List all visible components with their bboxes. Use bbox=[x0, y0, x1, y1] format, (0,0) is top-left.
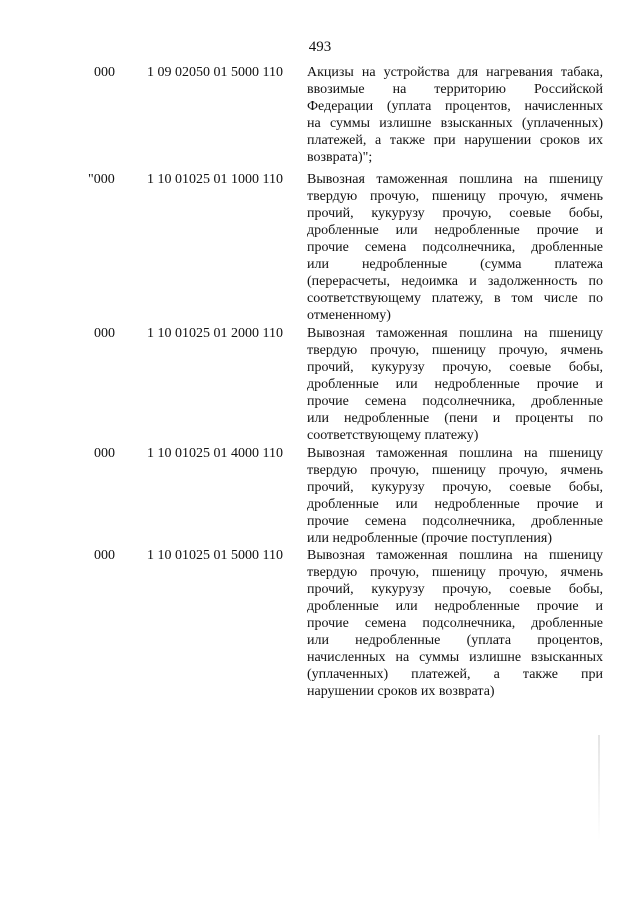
description-line: начисленных на суммы излишне взысканных bbox=[307, 650, 603, 665]
description-line: Вывозная таможенная пошлина на пшеницу bbox=[307, 172, 603, 187]
description-line: прочие семена подсолнечника, дробленные bbox=[307, 514, 603, 529]
description-line: платежей, а также при нарушении сроков их bbox=[307, 133, 603, 148]
admin-code: 000 bbox=[94, 446, 115, 461]
description-line: прочие семена подсолнечника, дробленные bbox=[307, 394, 603, 409]
description-line: на суммы излишне взысканных (уплаченных) bbox=[307, 116, 603, 131]
description-line: Вывозная таможенная пошлина на пшеницу bbox=[307, 548, 603, 563]
admin-code: "000 bbox=[88, 172, 115, 187]
description-line: прочий, кукурузу прочую, соевые бобы, bbox=[307, 206, 603, 221]
description-line: прочий, кукурузу прочую, соевые бобы, bbox=[307, 480, 603, 495]
budget-classification-code: 1 09 02050 01 5000 110 bbox=[147, 65, 283, 80]
description-line: или недробленные (прочие поступления) bbox=[307, 531, 552, 546]
description-line: соответствующему платежу, в том числе по bbox=[307, 291, 603, 306]
description-line: (перерасчеты, недоимка и задолженность по bbox=[307, 274, 603, 289]
budget-classification-code: 1 10 01025 01 2000 110 bbox=[147, 326, 283, 341]
description-line: прочий, кукурузу прочую, соевые бобы, bbox=[307, 582, 603, 597]
description-line: нарушении сроков их возврата) bbox=[307, 684, 495, 699]
description-line: Федерации (уплата процентов, начисленных bbox=[307, 99, 603, 114]
admin-code: 000 bbox=[94, 326, 115, 341]
description-line: прочие семена подсолнечника, дробленные bbox=[307, 616, 603, 631]
description-line: соответствующему платежу) bbox=[307, 428, 479, 443]
page-number: 493 bbox=[308, 39, 332, 55]
description-line: Вывозная таможенная пошлина на пшеницу bbox=[307, 326, 603, 341]
description-line: дробленные или недробленные прочие и bbox=[307, 599, 603, 614]
income-description bbox=[307, 64, 603, 166]
description-line: (уплаченных) платежей, а также при bbox=[307, 667, 603, 682]
description-line: дробленные или недробленные прочие и bbox=[307, 377, 603, 392]
income-description bbox=[307, 445, 603, 547]
income-description bbox=[307, 547, 603, 700]
description-line: или недробленные (сумма платежа bbox=[307, 257, 603, 272]
budget-classification-code: 1 10 01025 01 5000 110 bbox=[147, 548, 283, 563]
description-line: возврата)"; bbox=[307, 150, 373, 165]
income-description bbox=[307, 325, 603, 444]
budget-classification-code: 1 10 01025 01 1000 110 bbox=[147, 172, 283, 187]
description-line: твердую прочую, пшеницу прочую, ячмень bbox=[307, 343, 603, 358]
description-line: или недробленные (уплата процентов, bbox=[307, 633, 603, 648]
description-line: дробленные или недробленные прочие и bbox=[307, 497, 603, 512]
description-line: Вывозная таможенная пошлина на пшеницу bbox=[307, 446, 603, 461]
admin-code: 000 bbox=[94, 548, 115, 563]
budget-classification-code: 1 10 01025 01 4000 110 bbox=[147, 446, 283, 461]
description-line: ввозимые на территорию Российской bbox=[307, 82, 603, 97]
description-line: прочий, кукурузу прочую, соевые бобы, bbox=[307, 360, 603, 375]
description-line: Акцизы на устройства для нагревания табака, bbox=[307, 65, 603, 80]
admin-code: 000 bbox=[94, 65, 115, 80]
description-line: твердую прочую, пшеницу прочую, ячмень bbox=[307, 189, 603, 204]
scan-artifact bbox=[598, 735, 600, 840]
description-line: прочие семена подсолнечника, дробленные bbox=[307, 240, 603, 255]
description-line: твердую прочую, пшеницу прочую, ячмень bbox=[307, 463, 603, 478]
description-line: или недробленные (пени и проценты по bbox=[307, 411, 603, 426]
description-line: твердую прочую, пшеницу прочую, ячмень bbox=[307, 565, 603, 580]
description-line: отмененному) bbox=[307, 308, 391, 323]
income-description bbox=[307, 171, 603, 324]
description-line: дробленные или недробленные прочие и bbox=[307, 223, 603, 238]
